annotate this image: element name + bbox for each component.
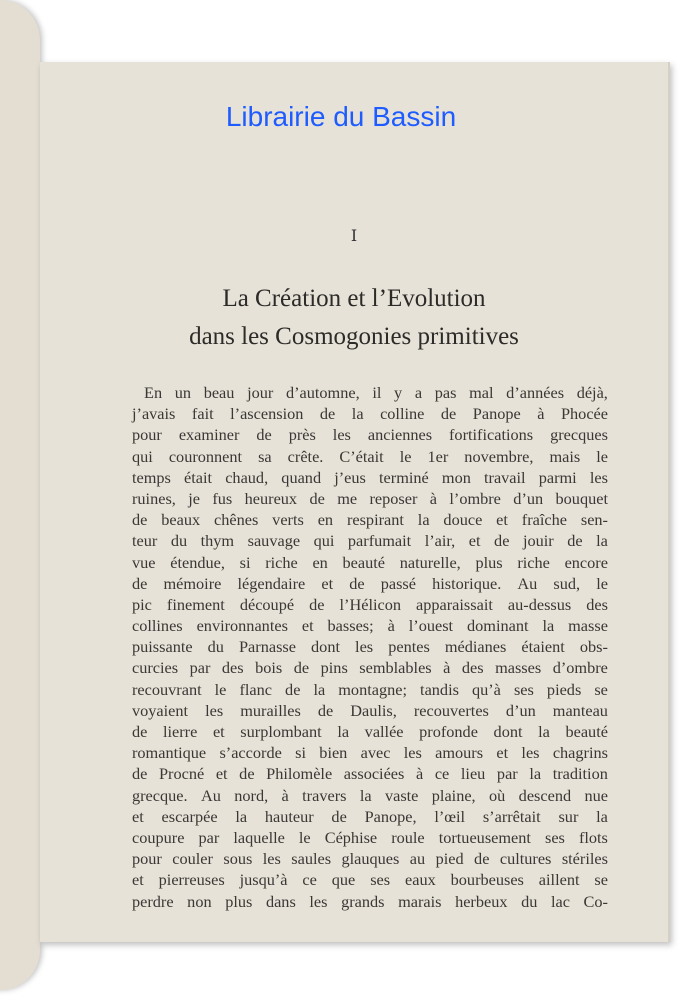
text-line: En un beau jour d’automne, il y a pas mal d’années déjà,	[144, 383, 608, 402]
text-line: temps était chaud, quand j’eus terminé mon travail parmi les	[132, 467, 608, 487]
body-text	[132, 382, 608, 912]
text-line: perdre non plus dans les grands marais herbeux du lac Co-	[132, 891, 608, 911]
title-line-1: La Création et l’Evolution	[222, 285, 486, 312]
text-line: grecque. Au nord, à travers la vaste plaine, où descend nue	[132, 785, 608, 805]
text-line: j’avais fait l’ascension de la colline de Panope à Phocée	[132, 404, 608, 424]
title-line-2: dans les Cosmogonies primitives	[189, 323, 519, 350]
text-line: pic finement découpé de l’Hélicon apparaissait au-dessus des	[132, 594, 608, 614]
text-line: recouvrant le flanc de la montagne; tandis qu’à ses pieds se	[132, 679, 608, 699]
chapter-title	[40, 280, 668, 356]
text-line: pour examiner de près les anciennes fortifications grecques	[132, 425, 608, 445]
text-line: et escarpée la hauteur de Panope, l’œil s’arrêtait sur la	[132, 806, 608, 826]
text-line: puissante du Parnasse dont les pentes médianes étaient obs-	[132, 637, 608, 657]
text-line: romantique s’accorde si bien avec les amours et les chagrins	[132, 743, 608, 763]
text-line: qui couronnent sa crête. C’était le 1er novembre, mais le	[132, 446, 608, 466]
text-line: collines environnantes et basses; à l’ouest dominant la masse	[132, 616, 608, 636]
text-line: de beaux chênes verts en respirant la douce et fraîche sen-	[132, 510, 608, 530]
watermark: Librairie du Bassin	[225, 101, 457, 132]
text-line: de lierre et surplombant la vallée profonde dont la beauté	[132, 722, 608, 741]
text-line: curcies par des bois de pins semblables à des masses d’ombre	[132, 658, 608, 678]
text-line: teur du thym sauvage qui parfumait l’air, et de jouir de la	[132, 531, 608, 551]
text-line: ruines, je fus heureux de me reposer à l’ombre d’un bouquet	[132, 488, 608, 508]
text-line: vue étendue, si riche en beauté naturelle, plus riche encore	[132, 552, 608, 572]
text-line: de mémoire légendaire et de passé historique. Au sud, le	[132, 573, 608, 593]
book-page	[40, 62, 670, 942]
text-line: de Procné et de Philomèle associées à ce lieu par la tradition	[132, 764, 608, 784]
facing-page-edge	[0, 0, 40, 990]
text-line: pour couler sous les saules glauques au pied de cultures stériles	[132, 849, 608, 869]
text-line: coupure par laquelle le Céphise roule tortueusement ses flots	[132, 827, 608, 847]
text-line: et pierreuses jusqu’à ce que ses eaux bourbeuses aillent se	[132, 870, 608, 890]
chapter-number: I	[350, 226, 358, 245]
text-line: voyaient les murailles de Daulis, recouvertes d’un manteau	[132, 700, 608, 720]
